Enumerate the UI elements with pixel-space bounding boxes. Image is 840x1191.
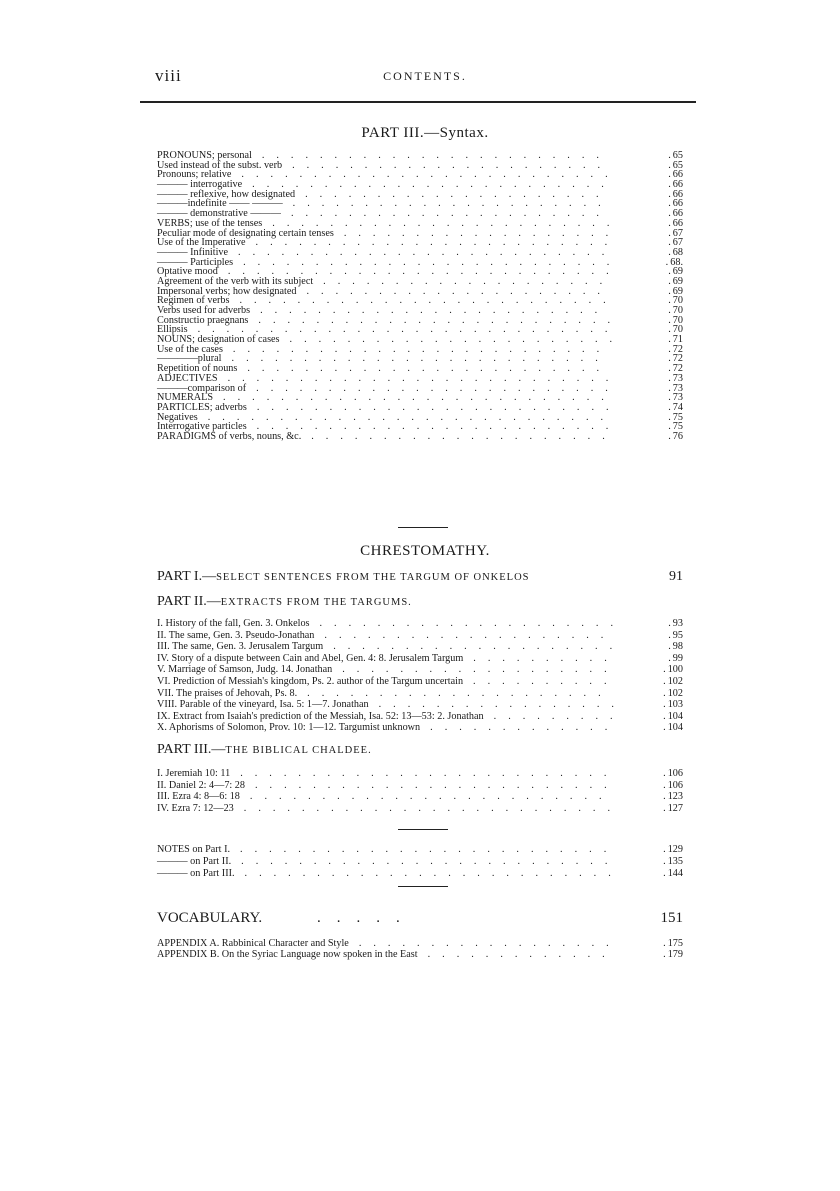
- toc-entry-page: . 72: [668, 343, 683, 355]
- toc-entry-label: Agreement of the verb with its subject: [157, 275, 314, 287]
- toc-entry: [157, 664, 683, 676]
- toc-entry-label: V. Marriage of Samson, Judg. 14. Jonathan: [157, 664, 333, 676]
- toc-leader-dots: ........................: [261, 150, 611, 161]
- chresto-part1-line: [157, 569, 683, 585]
- vocabulary-line: [157, 910, 683, 927]
- toc-leader-dots: .............: [427, 949, 617, 960]
- toc-entry-label: ——— reflexive, how designated: [157, 188, 296, 200]
- toc-entry-page: . 98: [668, 641, 683, 653]
- toc-entry: [157, 618, 683, 630]
- toc-leader-dots: ......................: [292, 198, 613, 210]
- toc-entry-label: APPENDIX A. Rabbinical Character and Style: [157, 938, 349, 949]
- toc-entry-page: . 72: [668, 353, 683, 365]
- toc-leader-dots: ........................: [260, 305, 610, 316]
- toc-entry-label: ADJECTIVES: [157, 372, 218, 384]
- toc-entry-label: ——— on Part II.: [157, 856, 232, 867]
- toc-leader-dots: ..........................: [241, 169, 620, 181]
- chresto-part1-page: 91: [669, 569, 683, 584]
- toc-leader-dots: ....................: [323, 275, 615, 287]
- notes-toc: [157, 844, 683, 880]
- toc-leader-dots: .........................: [255, 237, 620, 249]
- toc-entry-label: Ellipsis: [157, 324, 188, 336]
- toc-entry: [157, 844, 683, 856]
- toc-entry-page: . 68.: [665, 256, 683, 268]
- running-head: [155, 66, 695, 88]
- toc-entry-label: Verbs used for adverbs: [157, 305, 251, 316]
- toc-leader-dots: .................: [378, 699, 626, 711]
- toc-entry-page: . 67: [668, 237, 683, 249]
- toc-entry-label: VERBS; use of the tenses: [157, 217, 263, 229]
- toc-leader-dots: ...................: [343, 227, 621, 239]
- toc-entry-label: II. Daniel 2: 4—7: 28: [157, 779, 245, 791]
- toc-entry: [157, 868, 683, 880]
- chrestomathy-title: CHRESTOMATHY.: [360, 543, 490, 559]
- toc-entry-label: Peculiar mode of designating certain tenses: [157, 227, 334, 239]
- vocabulary-label: VOCABULARY.: [157, 910, 263, 926]
- toc-entry: [157, 938, 683, 949]
- toc-leader-dots: ............................: [207, 411, 616, 423]
- toc-entry-page: . 72: [668, 363, 683, 375]
- toc-leader-dots: .........: [493, 710, 625, 722]
- toc-entry-label: PARADIGMS of verbs, nouns, &c.: [157, 430, 302, 442]
- toc-entry: [157, 688, 683, 700]
- toc-leader-dots: ...................: [342, 664, 619, 676]
- toc-entry: [157, 780, 683, 792]
- toc-entry-page: . 99: [668, 652, 683, 664]
- toc-entry-page: . 95: [668, 629, 683, 641]
- toc-leader-dots: ..........................: [240, 768, 619, 779]
- toc-entry-page: . 68: [668, 246, 683, 258]
- toc-entry-label: VII. The praises of Jehovah, Ps. 8.: [157, 687, 298, 699]
- toc-leader-dots: ...........................: [223, 392, 616, 404]
- toc-entry-page: . 102: [663, 675, 683, 687]
- chresto-part3-title: THE BIBLICAL CHALDEE.: [225, 745, 372, 756]
- toc-leader-dots: .........................: [256, 421, 621, 433]
- toc-leader-dots: .....................: [311, 430, 617, 442]
- toc-entry-page: . 76: [668, 430, 683, 442]
- toc-entry-label: ——— demonstrative ———: [157, 208, 281, 220]
- toc-entry-label: Regimen of verbs: [157, 295, 230, 307]
- toc-entry-page: . 104: [663, 710, 683, 722]
- chresto-part2-line: [157, 594, 683, 610]
- toc-entry-page: . 135: [663, 856, 683, 867]
- toc-entry-label: Use of the cases: [157, 343, 223, 355]
- toc-entry-label: NOTES on Part I.: [157, 844, 231, 855]
- toc-entry-label: I. Jeremiah 10: 11: [157, 768, 231, 779]
- toc-entry-page: . 73: [668, 392, 683, 404]
- toc-entry-page: . 73: [668, 372, 683, 384]
- toc-leader-dots: ..........................: [243, 256, 622, 268]
- chresto-part2-prefix: PART II.—: [157, 594, 221, 609]
- toc-entry-page: . 73: [668, 382, 683, 394]
- toc-leader-dots: .........................: [249, 791, 614, 802]
- toc-entry-label: ——— interrogative: [157, 179, 243, 191]
- toc-entry-page: . 100: [663, 664, 683, 676]
- toc-entry-page: . 65: [668, 159, 683, 171]
- syntax-heading: PART III.—Syntax.: [361, 125, 489, 141]
- toc-entry-label: APPENDIX B. On the Syriac Language now spoken in the East: [157, 949, 418, 960]
- page-folio: viii: [155, 66, 182, 85]
- toc-leader-dots: .......................: [289, 334, 625, 346]
- vocabulary-leader: .....: [317, 910, 416, 926]
- toc-entry-label: PARTICLES; adverbs: [157, 401, 247, 413]
- toc-entry: [157, 653, 683, 665]
- toc-entry-page: . 175: [663, 938, 683, 949]
- toc-leader-dots: ..................: [358, 938, 621, 949]
- toc-entry-page: . 93: [668, 618, 683, 629]
- running-title: CONTENTS.: [383, 69, 467, 83]
- toc-leader-dots: .....................: [319, 618, 625, 629]
- toc-leader-dots: .....................: [307, 687, 613, 699]
- chresto-part3-line: [157, 742, 683, 758]
- toc-entry-page: . 106: [663, 779, 683, 791]
- toc-entry: [157, 699, 683, 711]
- toc-entry-page: . 69: [668, 266, 683, 278]
- toc-entry-label: Used instead of the subst. verb: [157, 159, 283, 171]
- toc-entry-label: Constructio praegnans: [157, 314, 249, 326]
- toc-entry-label: IX. Extract from Isaiah's prediction of the Messiah, Isa. 52: 13—53: 2. Jonathan: [157, 710, 484, 722]
- toc-leader-dots: ..........................: [243, 802, 622, 814]
- toc-entry-page: . 144: [663, 868, 683, 879]
- toc-entry-label: III. The same, Gen. 3. Jerusalem Targum: [157, 641, 324, 653]
- toc-entry: [157, 711, 683, 723]
- toc-leader-dots: ..........................: [238, 246, 617, 258]
- toc-entry-page: . 70: [668, 324, 683, 336]
- toc-leader-dots: ...........................: [227, 266, 621, 278]
- toc-entry-page: . 123: [663, 791, 683, 802]
- toc-entry-page: . 103: [663, 699, 683, 711]
- chresto-part3-prefix: PART III.—: [157, 742, 226, 757]
- toc-entry-page: . 66: [668, 208, 683, 220]
- toc-entry-page: . 102: [663, 687, 683, 699]
- toc-entry-label: PRONOUNS; personal: [157, 150, 252, 161]
- toc-entry-label: VIII. Parable of the vineyard, Isa. 5: 1—7. Jonathan: [157, 699, 369, 711]
- toc-leader-dots: .........................: [256, 382, 620, 394]
- toc-leader-dots: ........................: [272, 217, 622, 229]
- toc-entry-page: . 67: [668, 227, 683, 239]
- toc-leader-dots: ..........................: [231, 353, 610, 365]
- toc-entry-page: . 66: [668, 169, 683, 181]
- toc-entry-label: VI. Prediction of Messiah's kingdom, Ps. 2. author of the Targum uncertain: [157, 675, 464, 687]
- toc-leader-dots: ..........................: [239, 295, 618, 307]
- toc-entry-label: II. The same, Gen. 3. Pseudo-Jonathan: [157, 629, 315, 641]
- toc-leader-dots: ..........................: [240, 844, 619, 855]
- toc-entry-label: IV. Story of a dispute between Cain and Abel, Gen. 4: 8. Jerusalem Targum: [157, 652, 464, 664]
- toc-leader-dots: ..........................: [232, 343, 612, 355]
- toc-leader-dots: .............: [430, 722, 620, 734]
- toc-entry-page: . 65: [668, 150, 683, 161]
- toc-entry-page: . 70: [668, 305, 683, 316]
- toc-leader-dots: ......................: [290, 208, 611, 220]
- toc-entry-label: III. Ezra 4: 8—6: 18: [157, 791, 240, 802]
- toc-leader-dots: ....................: [324, 629, 616, 641]
- toc-entry: [157, 791, 683, 803]
- toc-entry-label: IV. Ezra 7: 12—23: [157, 802, 234, 814]
- toc-entry-page: . 127: [663, 802, 683, 814]
- toc-entry-label: X. Aphorisms of Solomon, Prov. 10: 1—12. Targumist unknown: [157, 722, 421, 734]
- vocab-divider: [398, 886, 448, 887]
- toc-entry-label: ———indefinite —— ———: [157, 198, 283, 210]
- toc-leader-dots: .............................: [197, 324, 620, 336]
- toc-entry-page: . 69: [668, 285, 683, 297]
- toc-leader-dots: ......................: [292, 159, 613, 171]
- toc-leader-dots: .........................: [258, 314, 623, 326]
- toc-leader-dots: .........................: [247, 363, 612, 375]
- chresto-part1-prefix: PART I.—: [157, 569, 217, 584]
- toc-entry-page: . 106: [663, 768, 683, 779]
- toc-leader-dots: ..........................: [244, 868, 623, 879]
- toc-leader-dots: .....................: [305, 188, 611, 200]
- toc-entry-page: . 70: [668, 295, 683, 307]
- toc-entry-label: Impersonal verbs; how designated: [157, 285, 297, 297]
- toc-entry-label: NOUNS; designation of cases: [157, 334, 280, 346]
- toc-entry-page: . 75: [668, 421, 683, 433]
- toc-entry-label: Repetition of nouns: [157, 363, 238, 375]
- toc-entry: [157, 768, 683, 780]
- toc-leader-dots: ...........................: [227, 372, 621, 384]
- toc-entry-page: . 70: [668, 314, 683, 326]
- toc-entry-page: . 74: [668, 401, 683, 413]
- toc-entry: [157, 949, 683, 960]
- toc-leader-dots: ..........: [473, 675, 619, 687]
- toc-entry: [157, 432, 683, 442]
- toc-entry-page: . 66: [668, 198, 683, 210]
- toc-entry-page: . 129: [663, 844, 683, 855]
- toc-entry: [157, 722, 683, 734]
- toc-entry-page: . 179: [663, 949, 683, 960]
- toc-entry-label: ——— Participles: [157, 256, 234, 268]
- toc-entry: [157, 676, 683, 688]
- toc-entry-page: . 66: [668, 217, 683, 229]
- notes-divider: [398, 829, 448, 830]
- toc-entry-page: . 66: [668, 179, 683, 191]
- toc-entry-label: Negatives: [157, 411, 198, 423]
- toc-entry-page: . 75: [668, 411, 683, 423]
- toc-entry-page: . 71: [668, 334, 683, 346]
- vocabulary-page: 151: [660, 910, 683, 926]
- toc-leader-dots: ..........: [473, 652, 619, 664]
- toc-entry-label: NUMERALS: [157, 392, 214, 404]
- toc-entry-label: Pronouns; relative: [157, 169, 232, 181]
- toc-entry-label: Interrogative particles: [157, 421, 247, 433]
- syntax-toc: [157, 151, 683, 442]
- toc-entry-page: . 66: [668, 188, 683, 200]
- toc-leader-dots: .........................: [256, 401, 621, 413]
- toc-leader-dots: .....................: [306, 285, 612, 297]
- section-divider: [398, 527, 448, 528]
- toc-entry-label: ————plural: [157, 353, 222, 365]
- toc-leader-dots: .........................: [252, 179, 616, 191]
- toc-entry: [157, 856, 683, 868]
- toc-entry-page: . 69: [668, 275, 683, 287]
- toc-entry-label: Optative mood: [157, 266, 218, 278]
- toc-leader-dots: ..........................: [241, 856, 620, 867]
- toc-entry: [157, 641, 683, 653]
- appendix-toc: [157, 938, 683, 960]
- toc-entry-label: ———comparison of: [157, 382, 247, 394]
- chresto-part2-toc: [157, 618, 683, 734]
- chresto-part3-toc: [157, 768, 683, 814]
- chresto-part1-title: SELECT SENTENCES FROM THE TARGUM OF ONKELOS: [216, 572, 530, 583]
- toc-entry-label: ——— Infinitive: [157, 246, 229, 258]
- toc-entry: [157, 803, 683, 815]
- toc-entry-label: ——— on Part III.: [157, 868, 235, 879]
- toc-entry-label: Use of the Imperative: [157, 237, 246, 249]
- toc-leader-dots: .........................: [255, 779, 619, 791]
- header-rule: [140, 101, 696, 103]
- toc-leader-dots: ....................: [333, 641, 625, 653]
- toc-entry: [157, 630, 683, 642]
- chresto-part2-title: EXTRACTS FROM THE TARGUMS.: [220, 597, 412, 608]
- toc-entry-label: I. History of the fall, Gen. 3. Onkelos: [157, 618, 310, 629]
- toc-entry-page: . 104: [663, 722, 683, 734]
